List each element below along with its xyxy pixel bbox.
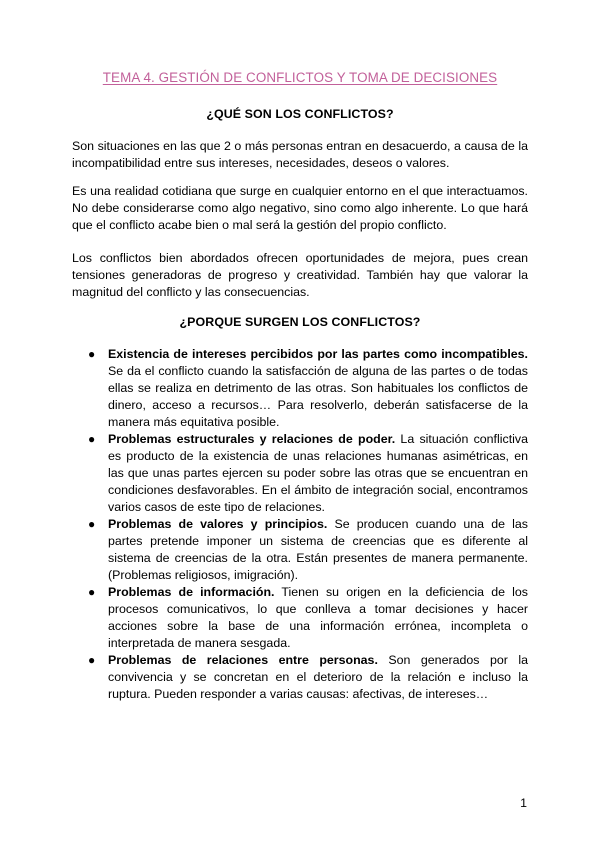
causes-list	[88, 346, 528, 703]
list-item-text: La situación conflictiva es producto de la existencia de unas relaciones humanas asimétricas, en las que unas partes ejercen su poder sobre las otras que se encuentran en condiciones desfavorables. En el ámbito de integración social, encontramos varios casos de este tipo de relaciones.	[108, 432, 528, 514]
paragraph-reality: Es una realidad cotidiana que surge en cualquier entorno en el que interactuamos. No debe considerarse como algo negativo, sino como algo inherente. Lo que hará que el conflicto acabe bien o mal será la gestión del propio conflicto.	[72, 184, 528, 232]
paragraph-definition: Son situaciones en las que 2 o más personas entran en desacuerdo, a causa de la incompatibilidad entre sus intereses, necesidades, deseos o valores.	[72, 139, 528, 170]
bullet-icon: ●	[88, 347, 96, 361]
bullet-icon: ●	[88, 432, 96, 446]
section-heading-what: ¿QUÉ SON LOS CONFLICTOS?	[206, 107, 394, 121]
section-heading-why: ¿PORQUE SURGEN LOS CONFLICTOS?	[179, 315, 421, 329]
list-item-term: Existencia de intereses percibidos por las partes como incompatibles.	[108, 347, 528, 361]
bullet-icon: ●	[88, 585, 96, 599]
document-title: TEMA 4. GESTIÓN DE CONFLICTOS Y TOMA DE DECISIONES	[102, 70, 498, 85]
list-item-term: Problemas estructurales y relaciones de poder.	[108, 432, 396, 446]
list-item	[88, 584, 528, 652]
list-item	[88, 431, 528, 516]
list-item-term: Problemas de relaciones entre personas.	[108, 653, 378, 667]
bullet-icon: ●	[88, 517, 96, 531]
paragraph-opportunities: Los conflictos bien abordados ofrecen oportunidades de mejora, pues crean tensiones generadoras de progreso y creatividad. También hay que valorar la magnitud del conflicto y las consecuencias.	[72, 251, 528, 299]
bullet-icon: ●	[88, 653, 96, 667]
list-item	[88, 346, 528, 431]
page-number: 1	[520, 796, 527, 810]
list-item-term: Problemas de valores y principios.	[108, 517, 328, 531]
list-item-text: Son generados por la convivencia y se concretan en el deterioro de la relación e incluso la ruptura. Pueden responder a varias causas: afectivas, de intereses…	[108, 653, 528, 701]
list-item	[88, 652, 528, 703]
list-item-term: Problemas de información.	[108, 585, 275, 599]
list-item-text: Se producen cuando una de las partes pretende imponer un sistema de creencias que es diferente al sistema de creencias de la otra. Están presentes de manera permanente. (Problemas religiosos, imigración).	[108, 517, 528, 582]
list-item-text: Se da el conflicto cuando la satisfacción de alguna de las partes o de todas ellas se realiza en detrimento de las otras. Son habituales los conflictos de dinero, acceso a recursos… Para resolverlo, deberán satisfacerse de la manera más equitativa posible.	[108, 364, 528, 429]
list-item-text: Tienen su origen en la deficiencia de los procesos comunicativos, lo que conlleva a tomar decisiones y hacer acciones sobre la base de una información errónea, incompleta o interpretada de manera sesgada.	[108, 585, 528, 650]
list-item	[88, 516, 528, 584]
